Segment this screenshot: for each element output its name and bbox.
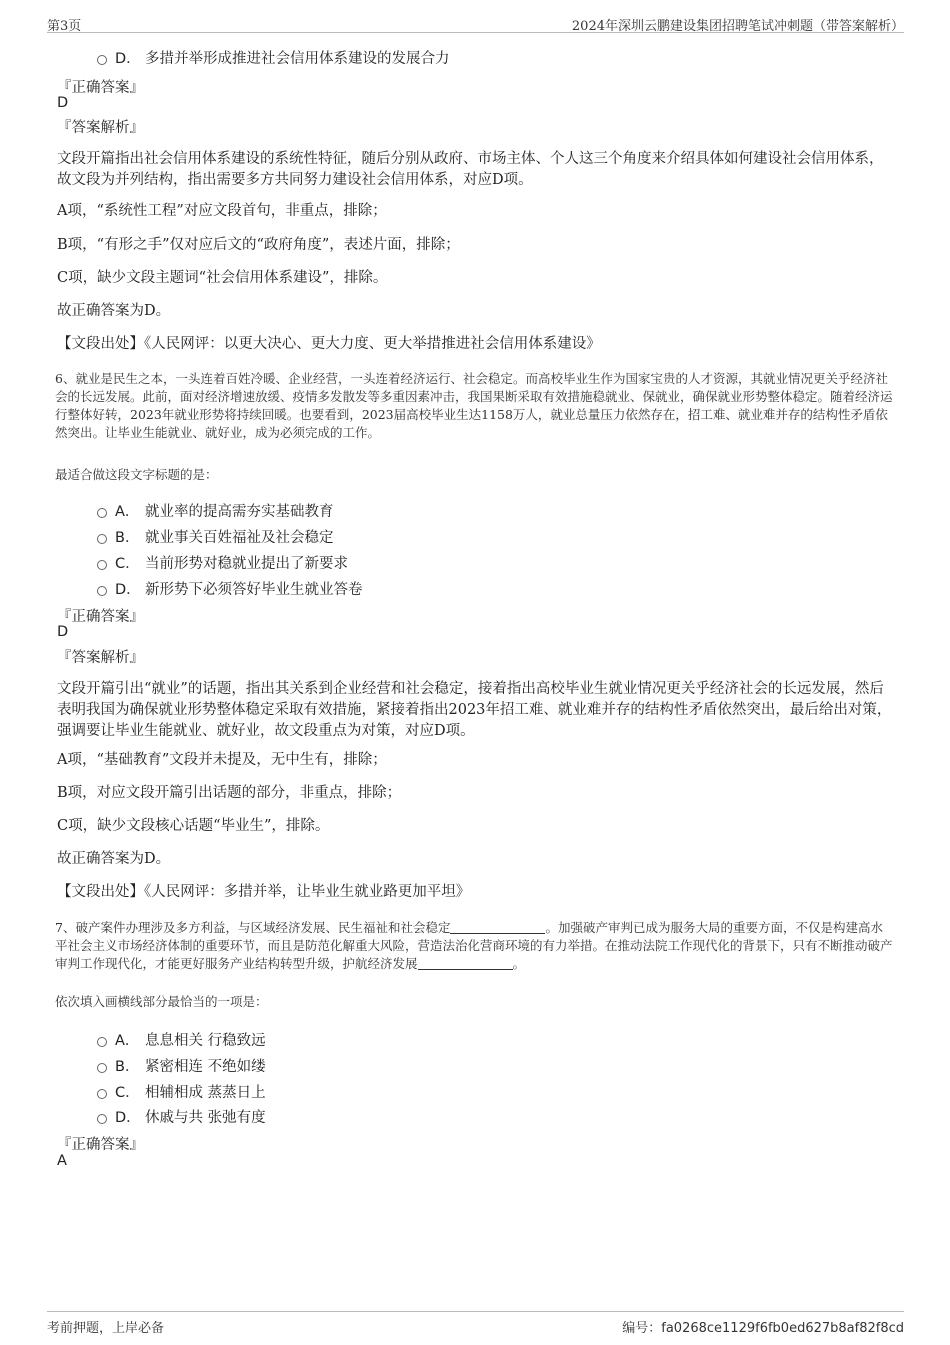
q6-source: 【文段出处】《人民网评：多措并举，让毕业生就业路更加平坦》 xyxy=(57,884,471,900)
q6-option-b[interactable]: B． 就业事关百姓福祉及社会稳定 xyxy=(97,526,334,547)
q6-analysis-b: B项，对应文段开篇引出话题的部分，非重点，排除； xyxy=(57,785,402,801)
q7-prompt: 依次填入画横线部分最恰当的一项是： xyxy=(55,994,268,1009)
fill-blank-2[interactable] xyxy=(418,957,513,970)
q6-analysis-paragraph: 文段开篇引出“就业”的话题，指出其关系到企业经营和社会稳定，接着指出高校毕业生就业情况更关乎经济社会的长远发展，然后表明我国为确保就业形势整体稳定采取有效措施，紧接着指出2023年招工难、就业难并存的结构性矛盾依然突出，最后给出对策，强调要让毕业生能就业、就好业，故文段重点为对策，对应D项。 xyxy=(57,681,892,739)
q5-analysis-label: 『答案解析』 xyxy=(57,120,144,136)
radio-icon[interactable] xyxy=(97,586,107,596)
q6-option-d[interactable]: D． 新形势下必须答好毕业生就业答卷 xyxy=(97,578,363,599)
q7-answer-label: 『正确答案』 xyxy=(57,1137,144,1153)
q6-prompt: 最适合做这段文字标题的是： xyxy=(55,467,218,482)
q7-stem: 7、破产案件办理涉及多方利益，与区域经济发展、民生福祉和社会稳定 。加强破产审判已成为服务大局的重要方面，不仅是构建高水平社会主义市场经济体制的重要环节，而且是防范化解重大风险，营造法治化营商环境的有力举措。在推动法院工作现代化的背景下，只有不断推动破产审判工作现代化，才能更好服务产业结构转型升级，护航经济发展 。 xyxy=(55,920,893,971)
q5-answer: D xyxy=(57,95,69,111)
q6-answer: D xyxy=(57,624,69,640)
q5-option-d[interactable]: D． 多措并举形成推进社会信用体系建设的发展合力 xyxy=(97,47,450,68)
q5-analysis-paragraph: 文段开篇指出社会信用体系建设的系统性特征，随后分别从政府、市场主体、个人这三个角度来介绍具体如何建设社会信用体系，故文段为并列结构，指出需要多方共同努力建设社会信用体系，对应D项。 xyxy=(57,151,884,188)
q6-answer-label: 『正确答案』 xyxy=(57,609,144,625)
radio-icon[interactable] xyxy=(97,1037,107,1047)
page-footer xyxy=(47,1311,904,1336)
document-serial: 编号：fa0268ce1129f6fb0ed627b8af82f8cd xyxy=(622,1321,904,1336)
q6-analysis-a: A项，“基础教育”文段并未提及，无中生有，排除； xyxy=(57,752,387,768)
radio-icon[interactable] xyxy=(97,1089,107,1099)
footer-slogan: 考前押题，上岸必备 xyxy=(47,1321,165,1336)
fill-blank-1[interactable] xyxy=(450,921,545,934)
q6-analysis-label: 『答案解析』 xyxy=(57,650,144,666)
q6-option-a[interactable]: A． 就业率的提高需夯实基础教育 xyxy=(97,500,334,521)
radio-icon[interactable] xyxy=(97,55,107,65)
page-header xyxy=(47,12,904,33)
q7-option-b[interactable]: B． 紧密相连 不绝如缕 xyxy=(97,1055,266,1076)
page-number: 第3页 xyxy=(47,19,82,34)
document-title: 2024年深圳云鹏建设集团招聘笔试冲刺题（带答案解析） xyxy=(571,19,904,34)
q6-option-c[interactable]: C． 当前形势对稳就业提出了新要求 xyxy=(97,552,348,573)
radio-icon[interactable] xyxy=(97,534,107,544)
q5-analysis-c: C项，缺少文段主题词“社会信用体系建设”，排除。 xyxy=(57,270,388,286)
q7-option-a[interactable]: A． 息息相关 行稳致远 xyxy=(97,1029,266,1050)
q5-analysis-b: B项，“有形之手”仅对应后文的“政府角度”，表述片面，排除； xyxy=(57,237,460,253)
q6-analysis-conclusion: 故正确答案为D。 xyxy=(57,851,171,867)
q7-option-d[interactable]: D． 休戚与共 张弛有度 xyxy=(97,1106,266,1127)
q7-option-c[interactable]: C． 相辅相成 蒸蒸日上 xyxy=(97,1081,266,1102)
q5-source: 【文段出处】《人民网评：以更大决心、更大力度、更大举措推进社会信用体系建设》 xyxy=(57,336,601,352)
q6-stem: 6、就业是民生之本，一头连着百姓冷暖、企业经营，一头连着经济运行、社会稳定。而高校毕业生作为国家宝贵的人才资源，其就业情况更关乎经济社会的长远发展。此前，面对经济增速放缓、疫情多发散发等多重因素冲击，我国果断采取有效措施稳就业、保就业，确保就业形势整体稳定。随着经济运行整体好转，2023年就业形势将持续回暖。也要看到，2023届高校毕业生达1158万人，就业总量压力依然存在，招工难、就业难并存的结构性矛盾依然突出。让毕业生能就业、就好业，成为必须完成的工作。 xyxy=(55,371,893,440)
radio-icon[interactable] xyxy=(97,560,107,570)
q5-analysis-a: A项，“系统性工程”对应文段首句，非重点，排除； xyxy=(57,203,387,219)
radio-icon[interactable] xyxy=(97,508,107,518)
radio-icon[interactable] xyxy=(97,1114,107,1124)
q5-answer-label: 『正确答案』 xyxy=(57,80,144,96)
q5-analysis-conclusion: 故正确答案为D。 xyxy=(57,303,171,319)
q6-analysis-c: C项，缺少文段核心话题“毕业生”，排除。 xyxy=(57,818,330,834)
q7-answer: A xyxy=(57,1153,67,1169)
radio-icon[interactable] xyxy=(97,1063,107,1073)
